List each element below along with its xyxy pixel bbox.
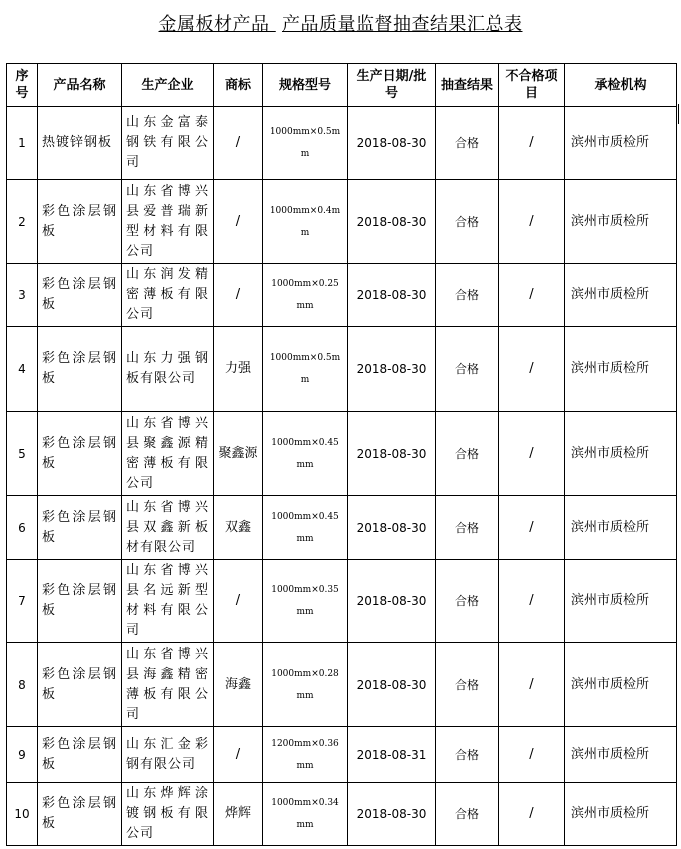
date-cell: 2018-08-30 <box>348 180 436 264</box>
brand-cell: 力强 <box>214 327 263 412</box>
table-row <box>7 412 677 496</box>
agency-cell: 滨州市质检所 <box>565 327 677 412</box>
company-cell: 山东省博兴县双鑫新板材有限公司 <box>122 496 214 560</box>
fail-item-cell: / <box>499 107 565 180</box>
agency-cell: 滨州市质检所 <box>565 727 677 783</box>
agency-cell: 滨州市质检所 <box>565 264 677 327</box>
brand-cell: 双鑫 <box>214 496 263 560</box>
fail-item-cell: / <box>499 264 565 327</box>
product-name-cell: 彩色涂层钢板 <box>38 560 122 643</box>
agency-cell: 滨州市质检所 <box>565 560 677 643</box>
index-cell: 8 <box>7 643 38 727</box>
company-cell: 山东省博兴县名远新型材料有限公司 <box>122 560 214 643</box>
date-cell: 2018-08-31 <box>348 727 436 783</box>
product-name-cell: 热镀锌钢板 <box>38 107 122 180</box>
spec-cell: 1000mm×0.5mm <box>263 327 348 412</box>
date-cell: 2018-08-30 <box>348 264 436 327</box>
product-name-cell: 彩色涂层钢板 <box>38 180 122 264</box>
results-table <box>6 63 677 846</box>
date-cell: 2018-08-30 <box>348 107 436 180</box>
brand-cell: / <box>214 107 263 180</box>
date-cell: 2018-08-30 <box>348 560 436 643</box>
table-row <box>7 180 677 264</box>
brand-cell: 海鑫 <box>214 643 263 727</box>
index-cell: 3 <box>7 264 38 327</box>
title-main: 产品质量监督抽查结果汇总表 <box>281 14 523 35</box>
company-cell: 山东省博兴县爱普瑞新型材料有限公司 <box>122 180 214 264</box>
header-row <box>7 64 677 107</box>
table-row <box>7 496 677 560</box>
page-title <box>0 10 681 36</box>
date-cell: 2018-08-30 <box>348 327 436 412</box>
spec-cell: 1000mm×0.34mm <box>263 783 348 846</box>
date-cell: 2018-08-30 <box>348 496 436 560</box>
table-row <box>7 264 677 327</box>
product-name-cell: 彩色涂层钢板 <box>38 727 122 783</box>
result-cell: 合格 <box>436 496 499 560</box>
product-name-cell: 彩色涂层钢板 <box>38 412 122 496</box>
result-cell: 合格 <box>436 783 499 846</box>
result-cell: 合格 <box>436 412 499 496</box>
index-cell: 5 <box>7 412 38 496</box>
agency-cell: 滨州市质检所 <box>565 180 677 264</box>
fail-item-cell: / <box>499 560 565 643</box>
index-cell: 6 <box>7 496 38 560</box>
fail-item-cell: / <box>499 643 565 727</box>
table-row <box>7 643 677 727</box>
header-cell: 抽查结果 <box>436 64 499 107</box>
product-name-cell: 彩色涂层钢板 <box>38 327 122 412</box>
header-cell: 生产日期/批号 <box>348 64 436 107</box>
table-edge-mark <box>678 104 679 124</box>
header-cell: 不合格项目 <box>499 64 565 107</box>
spec-cell: 1200mm×0.36mm <box>263 727 348 783</box>
result-cell: 合格 <box>436 107 499 180</box>
index-cell: 4 <box>7 327 38 412</box>
product-name-cell: 彩色涂层钢板 <box>38 643 122 727</box>
brand-cell: / <box>214 180 263 264</box>
fail-item-cell: / <box>499 783 565 846</box>
fail-item-cell: / <box>499 496 565 560</box>
header-cell: 生产企业 <box>122 64 214 107</box>
table-row <box>7 727 677 783</box>
agency-cell: 滨州市质检所 <box>565 107 677 180</box>
spec-cell: 1000mm×0.45mm <box>263 496 348 560</box>
table-row <box>7 560 677 643</box>
agency-cell: 滨州市质检所 <box>565 783 677 846</box>
result-cell: 合格 <box>436 264 499 327</box>
result-cell: 合格 <box>436 327 499 412</box>
brand-cell: / <box>214 727 263 783</box>
company-cell: 山东力强钢板有限公司 <box>122 327 214 412</box>
table-row <box>7 783 677 846</box>
fail-item-cell: / <box>499 727 565 783</box>
table-row <box>7 327 677 412</box>
spec-cell: 1000mm×0.25mm <box>263 264 348 327</box>
index-cell: 9 <box>7 727 38 783</box>
index-cell: 10 <box>7 783 38 846</box>
table-row <box>7 107 677 180</box>
date-cell: 2018-08-30 <box>348 783 436 846</box>
header-cell: 规格型号 <box>263 64 348 107</box>
agency-cell: 滨州市质检所 <box>565 496 677 560</box>
spec-cell: 1000mm×0.5mm <box>263 107 348 180</box>
index-cell: 2 <box>7 180 38 264</box>
agency-cell: 滨州市质检所 <box>565 412 677 496</box>
company-cell: 山东金富泰钢铁有限公司 <box>122 107 214 180</box>
result-cell: 合格 <box>436 180 499 264</box>
header-cell: 序号 <box>7 64 38 107</box>
product-name-cell: 彩色涂层钢板 <box>38 264 122 327</box>
result-cell: 合格 <box>436 643 499 727</box>
brand-cell: / <box>214 264 263 327</box>
agency-cell: 滨州市质检所 <box>565 643 677 727</box>
brand-cell: / <box>214 560 263 643</box>
fail-item-cell: / <box>499 327 565 412</box>
header-cell: 承检机构 <box>565 64 677 107</box>
header-cell: 产品名称 <box>38 64 122 107</box>
header-cell: 商标 <box>214 64 263 107</box>
spec-cell: 1000mm×0.28mm <box>263 643 348 727</box>
index-cell: 1 <box>7 107 38 180</box>
brand-cell: 烨辉 <box>214 783 263 846</box>
company-cell: 山东烨辉涂镀钢板有限公司 <box>122 783 214 846</box>
company-cell: 山东省博兴县海鑫精密薄板有限公司 <box>122 643 214 727</box>
date-cell: 2018-08-30 <box>348 643 436 727</box>
result-cell: 合格 <box>436 560 499 643</box>
company-cell: 山东汇金彩钢有限公司 <box>122 727 214 783</box>
spec-cell: 1000mm×0.45mm <box>263 412 348 496</box>
product-name-cell: 彩色涂层钢板 <box>38 496 122 560</box>
date-cell: 2018-08-30 <box>348 412 436 496</box>
result-cell: 合格 <box>436 727 499 783</box>
index-cell: 7 <box>7 560 38 643</box>
company-cell: 山东省博兴县聚鑫源精密薄板有限公司 <box>122 412 214 496</box>
title-product: 金属板材产品 <box>158 14 270 35</box>
spec-cell: 1000mm×0.4mm <box>263 180 348 264</box>
fail-item-cell: / <box>499 180 565 264</box>
fail-item-cell: / <box>499 412 565 496</box>
spec-cell: 1000mm×0.35mm <box>263 560 348 643</box>
company-cell: 山东润发精密薄板有限公司 <box>122 264 214 327</box>
product-name-cell: 彩色涂层钢板 <box>38 783 122 846</box>
brand-cell: 聚鑫源 <box>214 412 263 496</box>
